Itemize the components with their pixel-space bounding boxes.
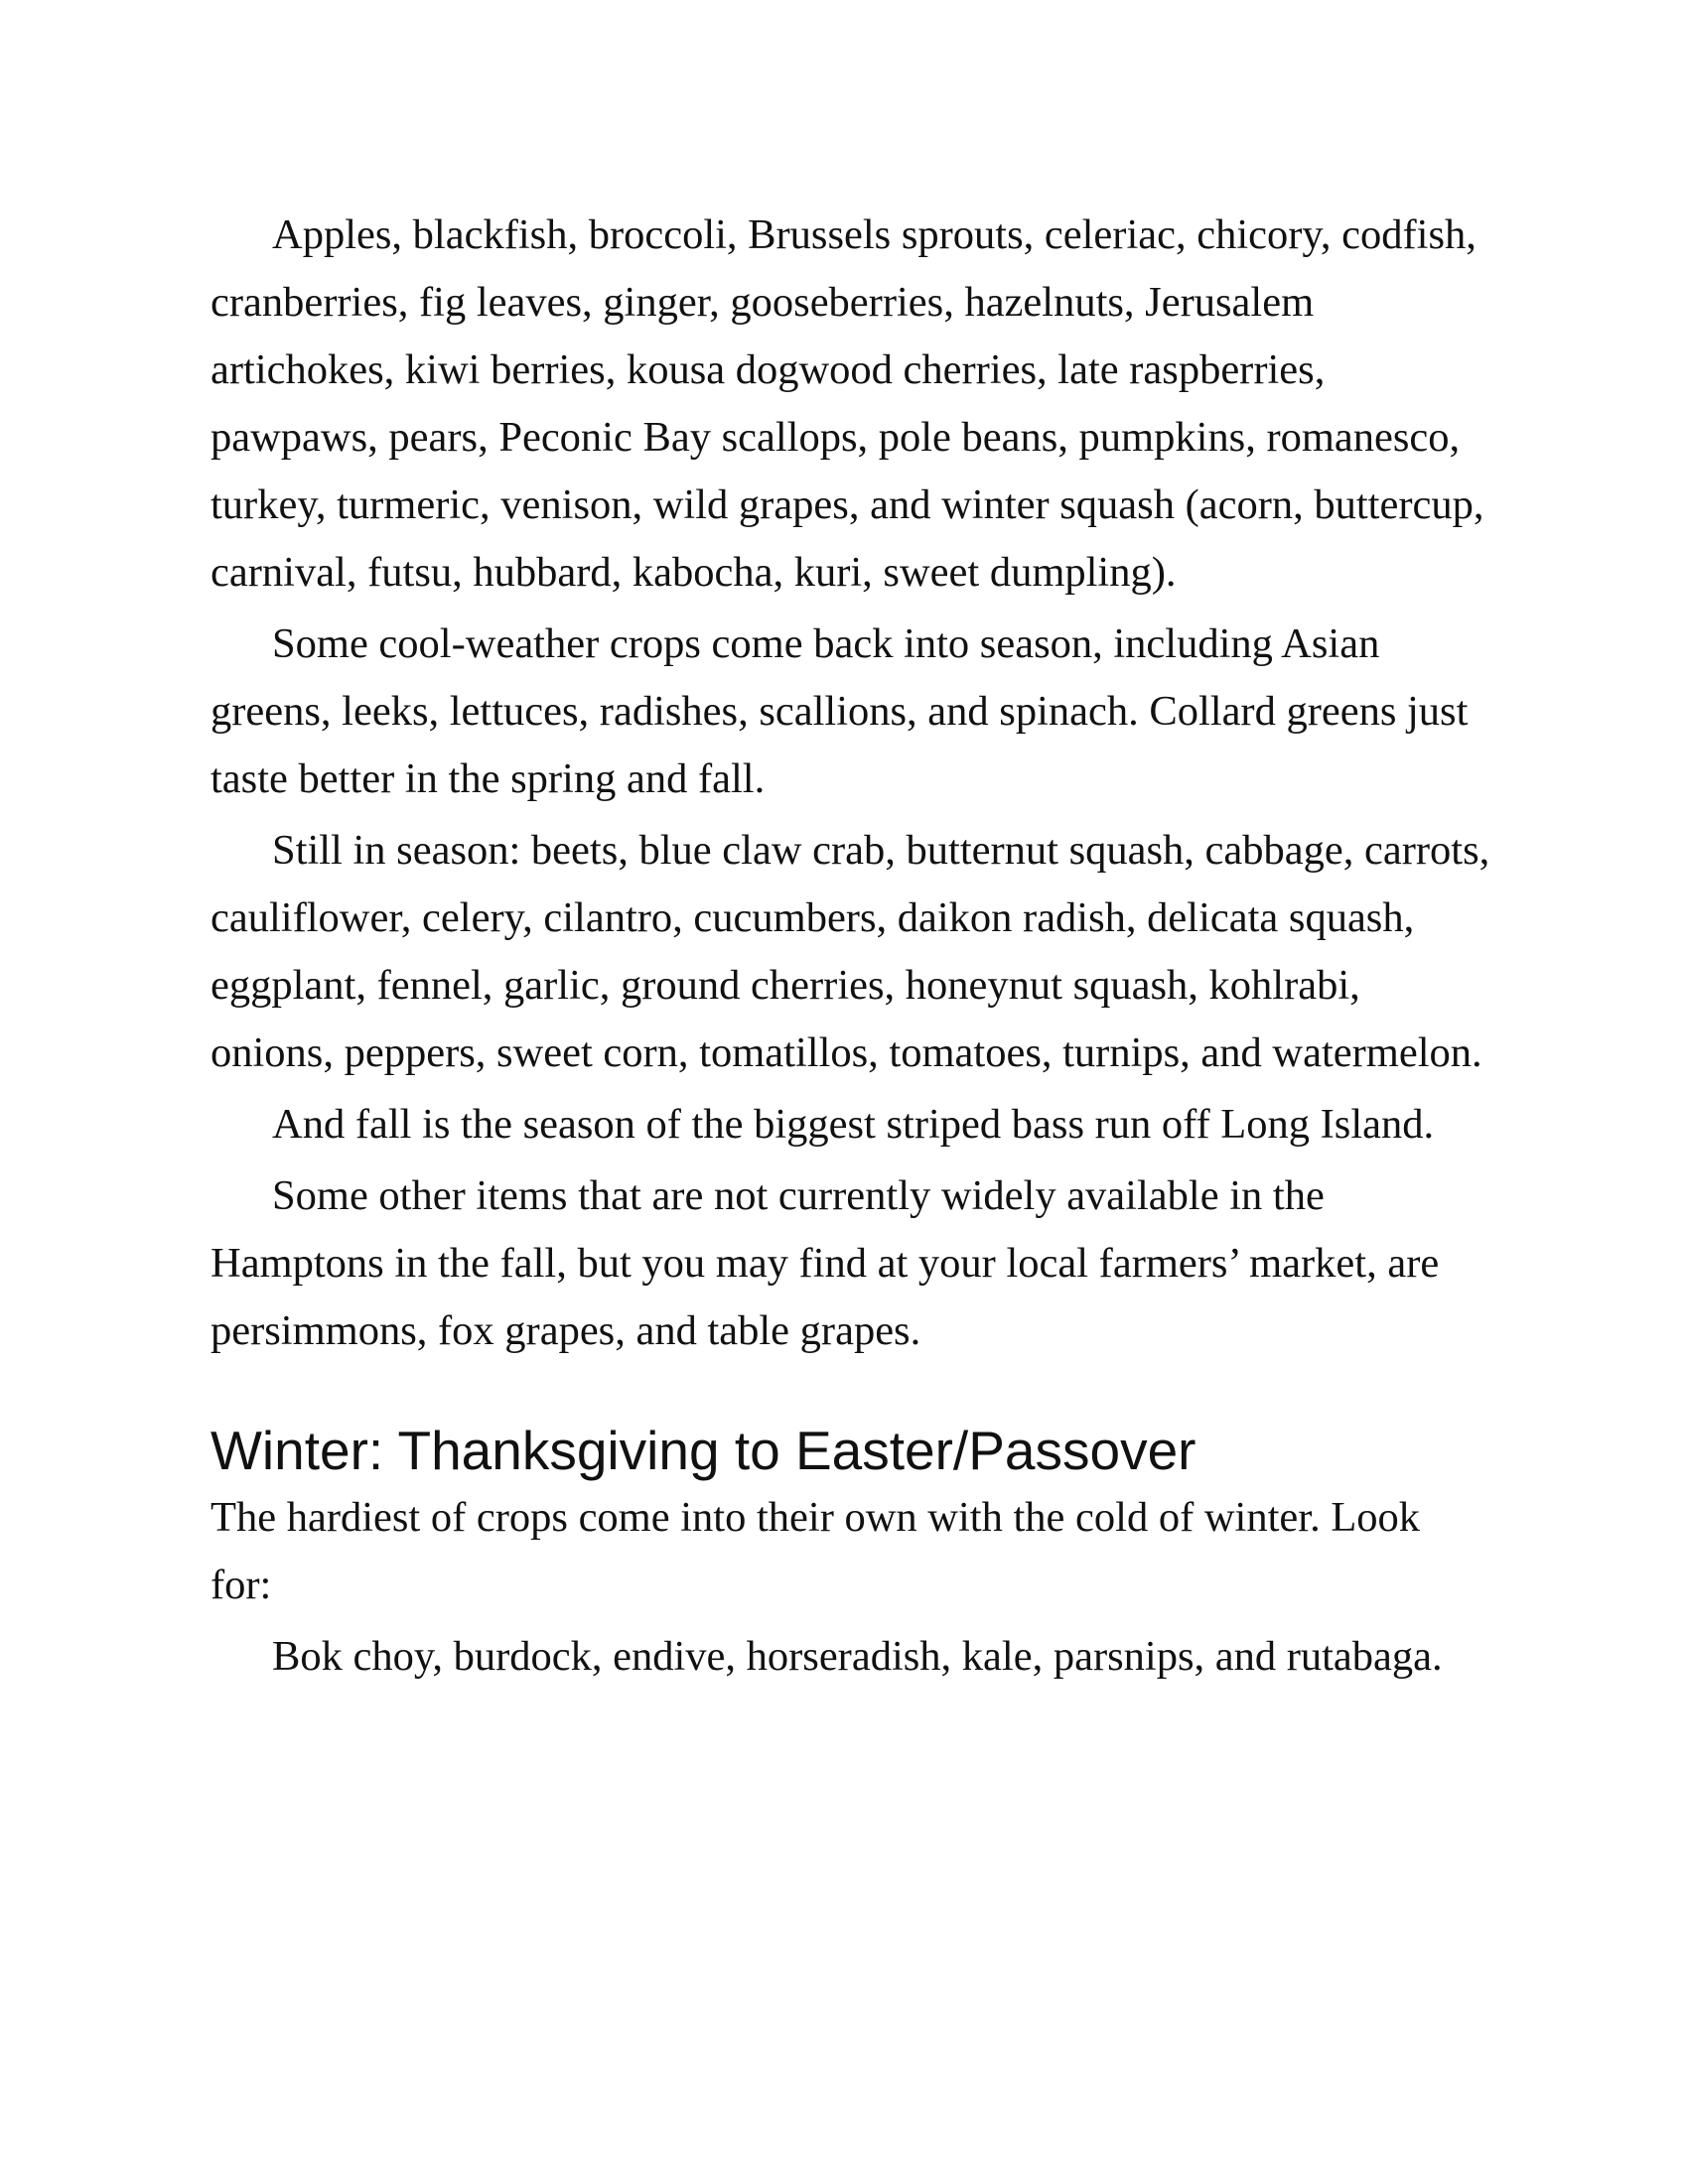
still-in-season-paragraph: Still in season: beets, blue claw crab, butternut squash, cabbage, carrots, cauliflower, celery, cilantro, cucumbers, daikon radish, delicata squash, eggplant, fennel, garlic, ground cherries, honeynut squash, kohlrabi, onions, peppers, sweet corn, tomatillos, tomatoes, turnips, and watermelon. (211, 827, 1490, 1076)
winter-section-heading: Winter: Thanksgiving to Easter/Passover (211, 1420, 1196, 1481)
striped-bass-paragraph: And fall is the season of the biggest striped bass run off Long Island. (272, 1101, 1435, 1148)
document-page (211, 202, 1491, 1695)
winter-produce-paragraph: Bok choy, burdock, endive, horseradish, kale, parsnips, and rutabaga. (272, 1633, 1443, 1680)
fall-produce-paragraph: Apples, blackfish, broccoli, Brussels sprouts, celeriac, chicory, codfish, cranberries, fig leaves, ginger, gooseberries, hazelnuts, Jerusalem artichokes, kiwi berries, kousa dogwood cherries, late raspberries, pawpaws, pears, Peconic Bay scallops, pole beans, pumpkins, romanesco, turkey, turmeric, venison, wild grapes, and winter squash (acorn, buttercup, carnival, futsu, hubbard, kabocha, kuri, sweet dumpling). (211, 211, 1484, 596)
other-items-paragraph: Some other items that are not currently widely available in the Hamptons in the fall, but you may find at your local farmers’ market, are persimmons, fox grapes, and table grapes. (211, 1172, 1440, 1354)
cool-weather-paragraph: Some cool-weather crops come back into season, including Asian greens, leeks, lettuces, radishes, scallions, and spinach. Collard greens just taste better in the spring and fall. (211, 620, 1469, 802)
winter-intro-paragraph: The hardiest of crops come into their own with the cold of winter. Look for: (211, 1494, 1421, 1608)
